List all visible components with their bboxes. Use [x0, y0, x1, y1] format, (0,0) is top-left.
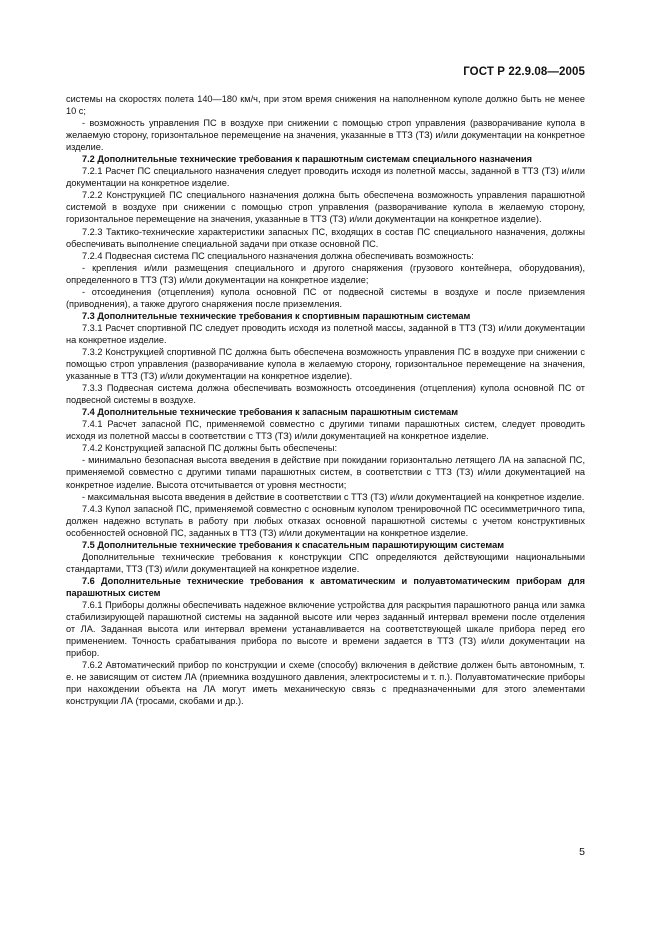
- document-body: [66, 93, 585, 707]
- paragraph: 7.2.1 Расчет ПС специального назначения следует проводить исходя из полетной массы, заданной в ТТЗ (ТЗ) и/или документации на конкретное изделие.: [66, 166, 585, 189]
- list-item: - максимальная высота введения в действие в соответствии с ТТЗ (ТЗ) и/или документацией на конкретное изделие.: [82, 491, 585, 502]
- page-number: 5: [579, 846, 585, 858]
- paragraph: 7.3.3 Подвесная система должна обеспечивать возможность отсоединения (отцепления) купола основной ПС от подвесной системы в воздухе.: [66, 383, 585, 406]
- document-code-header: ГОСТ Р 22.9.08—2005: [463, 66, 585, 78]
- paragraph: Дополнительные технические требования к конструкции СПС определяются действующими национальными стандартами, ТТЗ (ТЗ) и/или документацией на конкретное изделие.: [66, 551, 585, 574]
- paragraph: 7.2.3 Тактико-технические характеристики запасных ПС, входящих в состав ПС специального назначения, должны обеспечивать выполнение специальной задачи при отказе основной ПС.: [66, 226, 585, 249]
- section-heading-7-2: 7.2 Дополнительные технические требования к парашютным системам специального назначения: [82, 154, 532, 165]
- paragraph: 7.4.3 Купол запасной ПС, применяемой совместно с основным куполом тренировочной ПС осесимметричного типа, должен надежно вступать в работу при любых отказах основной парашютной системы с учетом конструктивных особенностей основной ПС, заданных в ТТЗ (ТЗ) и/или документации на конкретное изделие.: [66, 503, 585, 538]
- list-item: - отсоединения (отцепления) купола основной ПС от подвесной системы в воздухе и после приземления (приводнения), а также другого снаряжения после приземления.: [66, 286, 585, 309]
- paragraph: - возможность управления ПС в воздухе при снижении с помощью строп управления (разворачивание купола в желаемую сторону, горизонтальное перемещение на значения, указанные в ТТЗ (ТЗ) и/или документации на конкретное изделие.: [66, 118, 585, 153]
- section-heading-7-4: 7.4 Дополнительные технические требования к запасным парашютным системам: [82, 407, 459, 418]
- paragraph: 7.2.2 Конструкцией ПС специального назначения должна быть обеспечена возможность управления парашютной системой в воздухе при снижении с помощью строп управления (разворачивание купола в желаемую сторону, горизонтальное перемещение на значения, указанные в ТТЗ (ТЗ) и/или документации на конкретное изделие).: [66, 190, 585, 225]
- paragraph: системы на скоростях полета 140—180 км/ч, при этом время снижения на наполненном куполе должно быть не менее 10 с;: [66, 94, 585, 117]
- section-heading-7-3: 7.3 Дополнительные технические требования к спортивным парашютным системам: [82, 310, 471, 321]
- section-heading-7-6: 7.6 Дополнительные технические требования к автоматическим и полуавтоматическим приборам для парашютных систем: [66, 575, 585, 598]
- section-heading-7-5: 7.5 Дополнительные технические требования к спасательным парашютирующим системам: [82, 539, 505, 550]
- paragraph: 7.6.2 Автоматический прибор по конструкции и схеме (способу) включения в действие должен быть автономным, т. е. не зависящим от систем ЛА (приемника воздушного давления, электросистемы и т. п.). Полуавтоматические приборы при нахождении объекта на ЛА могут иметь механическую связь с предназначенными для этого элементами конструкции ЛА (тросами, скобами и др.).: [66, 660, 585, 707]
- paragraph: 7.6.1 Приборы должны обеспечивать надежное включение устройства для раскрытия парашютного ранца или замка стабилизирующей парашютной системы на заданной высоте или через заданный интервал времени после отделения от ЛА. Заданная высота или интервал времени устанавливается на соответствующей шкале прибора перед его применением. Точность срабатывания прибора по высоте и времени задается в ТТЗ (ТЗ) и/или документации на прибор.: [66, 599, 585, 659]
- paragraph: 7.4.1 Расчет запасной ПС, применяемой совместно с другими типами парашютных систем, следует проводить исходя из полетной массы в соответствии с ТТЗ (ТЗ) и/или документацией на конкретное изделие.: [66, 419, 585, 442]
- paragraph: 7.3.1 Расчет спортивной ПС следует проводить исходя из полетной массы, заданной в ТТЗ (ТЗ) и/или документации на конкретное изделие.: [66, 322, 585, 345]
- paragraph: 7.3.2 Конструкцией спортивной ПС должна быть обеспечена возможность управления ПС в воздухе при снижении с помощью строп управления (разворачивание купола в желаемую сторону, горизонтальное перемещение на значения, указанные в ТТЗ (ТЗ) и/или документации на конкретное изделие).: [66, 346, 585, 382]
- list-item: - минимально безопасная высота введения в действие при покидании горизонтально летящего ЛА на запасной ПС, применяемой совместно с другими типами парашютных систем, в соответствии с ТТЗ (ТЗ) и/или документацией на конкретное изделие. Высота отсчитывается от уровня местности;: [66, 455, 585, 490]
- list-item: - крепления и/или размещения специального и другого снаряжения (грузового контейнера, оборудования), определенного в ТТЗ (ТЗ) и/или документации на конкретное изделие;: [66, 262, 585, 285]
- paragraph: 7.4.2 Конструкцией запасной ПС должны быть обеспечены:: [82, 443, 338, 454]
- paragraph: 7.2.4 Подвесная система ПС специального назначения должна обеспечивать возможность:: [82, 250, 474, 261]
